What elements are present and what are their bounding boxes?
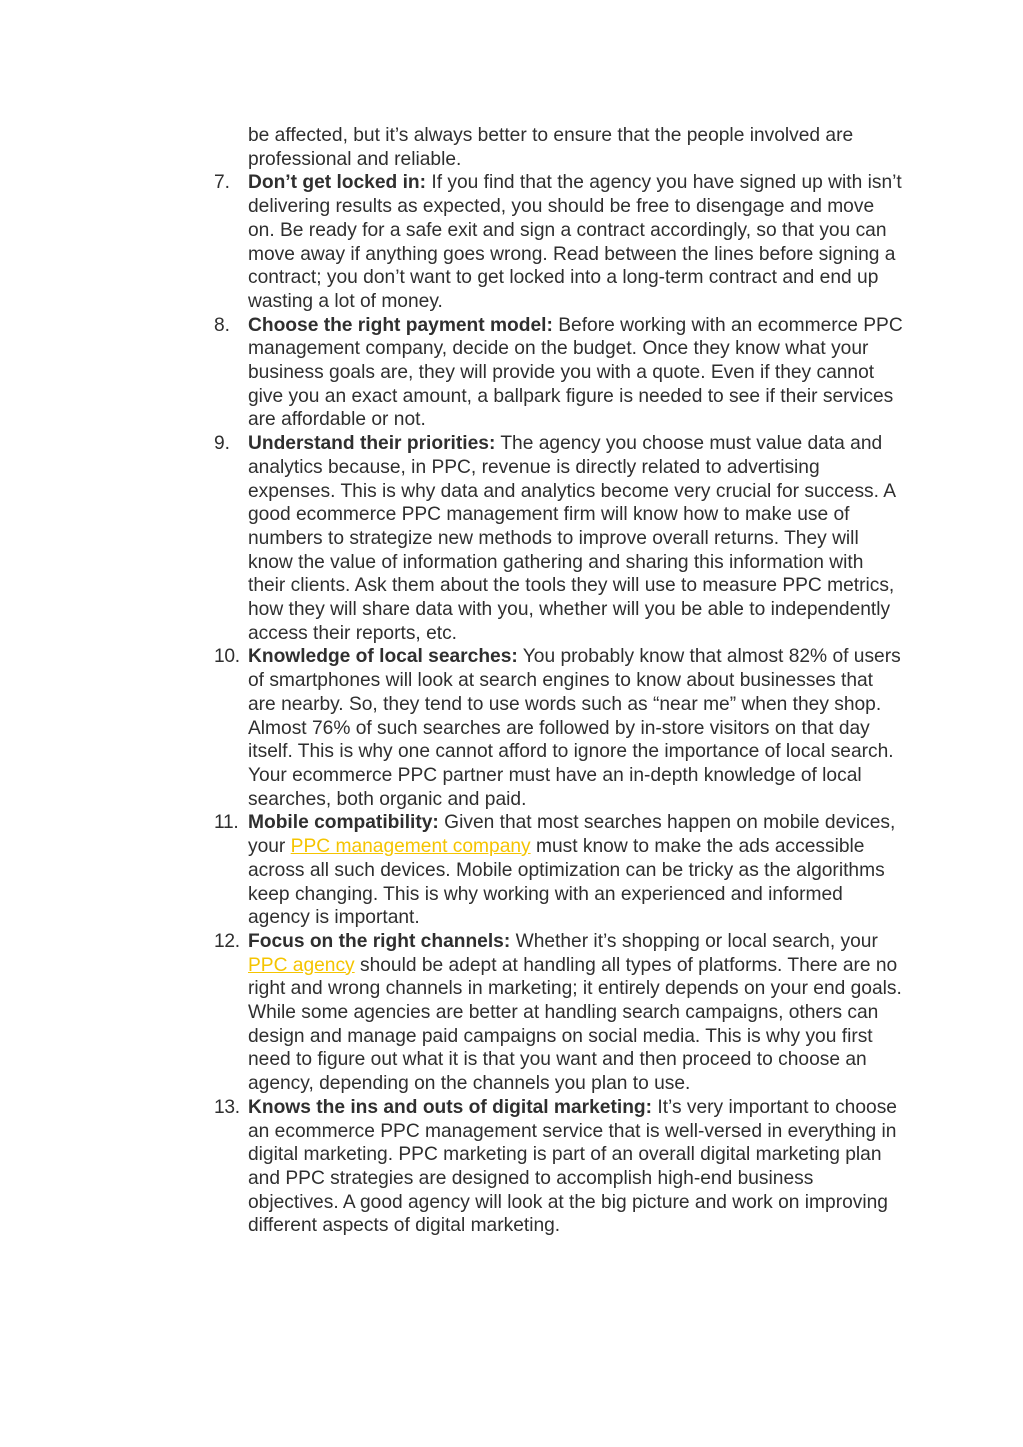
list-item-text: must know to make the ads accessible across all such devices. Mobile optimization can be tricky as the algorithms keep changing. This is why working with an experienced and informed agency is important.	[248, 836, 885, 929]
list-item-text: The agency you choose must value data and analytics because, in PPC, revenue is directly related to advertising expenses. This is why data and analytics become very crucial for success. A good ecommerce PPC management firm will know how to make use of numbers to strategize new methods to improve overall returns. They will know the value of information gathering and sharing this information with their clients. Ask them about the tools they will use to measure PPC metrics, how they will share data with you, whether will you be able to independently access their reports, etc.	[248, 433, 895, 644]
list-item-8	[214, 314, 904, 433]
list-item-heading: Understand their priorities:	[248, 433, 496, 455]
list-item-12	[214, 930, 904, 1096]
list-number: 10.	[214, 646, 240, 668]
list-item-text: Before working with an ecommerce PPC management company, decide on the budget. Once they know what your business goals are, they will provide you with a quote. Even if they cannot give you an exact amount, a ballpark figure is needed to see if their services are affordable or not.	[248, 314, 903, 431]
list-number: 13.	[214, 1096, 240, 1118]
list-item-6-continuation: be affected, but it’s always better to ensure that the people involved are professional and reliable.	[248, 125, 854, 170]
list-item-heading: Knowledge of local searches:	[248, 646, 518, 668]
list-item-9	[214, 432, 904, 645]
list-item-heading: Mobile compatibility:	[248, 812, 439, 834]
list-item-13	[214, 1096, 904, 1238]
list-number: 12.	[214, 930, 240, 952]
list-item-10	[214, 645, 904, 811]
list-item-heading: Don’t get locked in:	[248, 172, 427, 194]
list-item-text: should be adept at handling all types of platforms. There are no right and wrong channels in marketing; it entirely depends on your end goals. While some agencies are better at handling search campaigns, others can design and manage paid campaigns on social media. This is why you first need to figure out what it is that you want and then proceed to choose an agency, depending on the channels you plan to use.	[248, 954, 902, 1095]
list-item-text: It’s very important to choose an ecommerce PPC management service that is well-versed in everything in digital marketing. PPC marketing is part of an overall digital marketing plan and PPC strategies are designed to accomplish high-end business objectives. A good agency will look at the big picture and work on improving different aspects of digital marketing.	[248, 1096, 897, 1237]
list-item-7	[214, 171, 904, 313]
list-number: 9.	[214, 433, 231, 455]
numbered-list	[214, 124, 904, 1238]
list-number: 8.	[214, 314, 231, 336]
list-number: 11.	[214, 812, 239, 834]
ppc-management-company-link[interactable]: PPC management company	[290, 836, 531, 858]
list-item-text: You probably know that almost 82% of users of smartphones will look at search engines to know about businesses that are nearby. So, they tend to use words such as “near me” when they shop. Almost 76% of such searches are followed by in-store visitors on that day itself. This is why one cannot afford to ignore the importance of local search. Your ecommerce PPC partner must have an in-depth knowledge of local searches, both organic and paid.	[248, 646, 901, 810]
list-item-heading: Choose the right payment model:	[248, 314, 553, 336]
list-item-heading: Knows the ins and outs of digital marketing:	[248, 1096, 653, 1118]
list-item-text: Given that most searches happen on mobile devices, your	[248, 812, 896, 858]
list-item-heading: Focus on the right channels:	[248, 930, 511, 952]
ppc-agency-link[interactable]: PPC agency	[248, 954, 355, 976]
list-number: 7.	[214, 172, 231, 194]
list-item-11	[214, 811, 904, 930]
list-item-text: Whether it’s shopping or local search, your	[510, 930, 878, 952]
list-item-text: If you find that the agency you have signed up with isn’t delivering results as expected, you should be free to disengage and move on. Be ready for a safe exit and sign a contract accordingly, so that you can move away if anything goes wrong. Read between the lines before signing a contract; you don’t want to get locked into a long-term contract and end up wasting a lot of money.	[248, 172, 902, 312]
